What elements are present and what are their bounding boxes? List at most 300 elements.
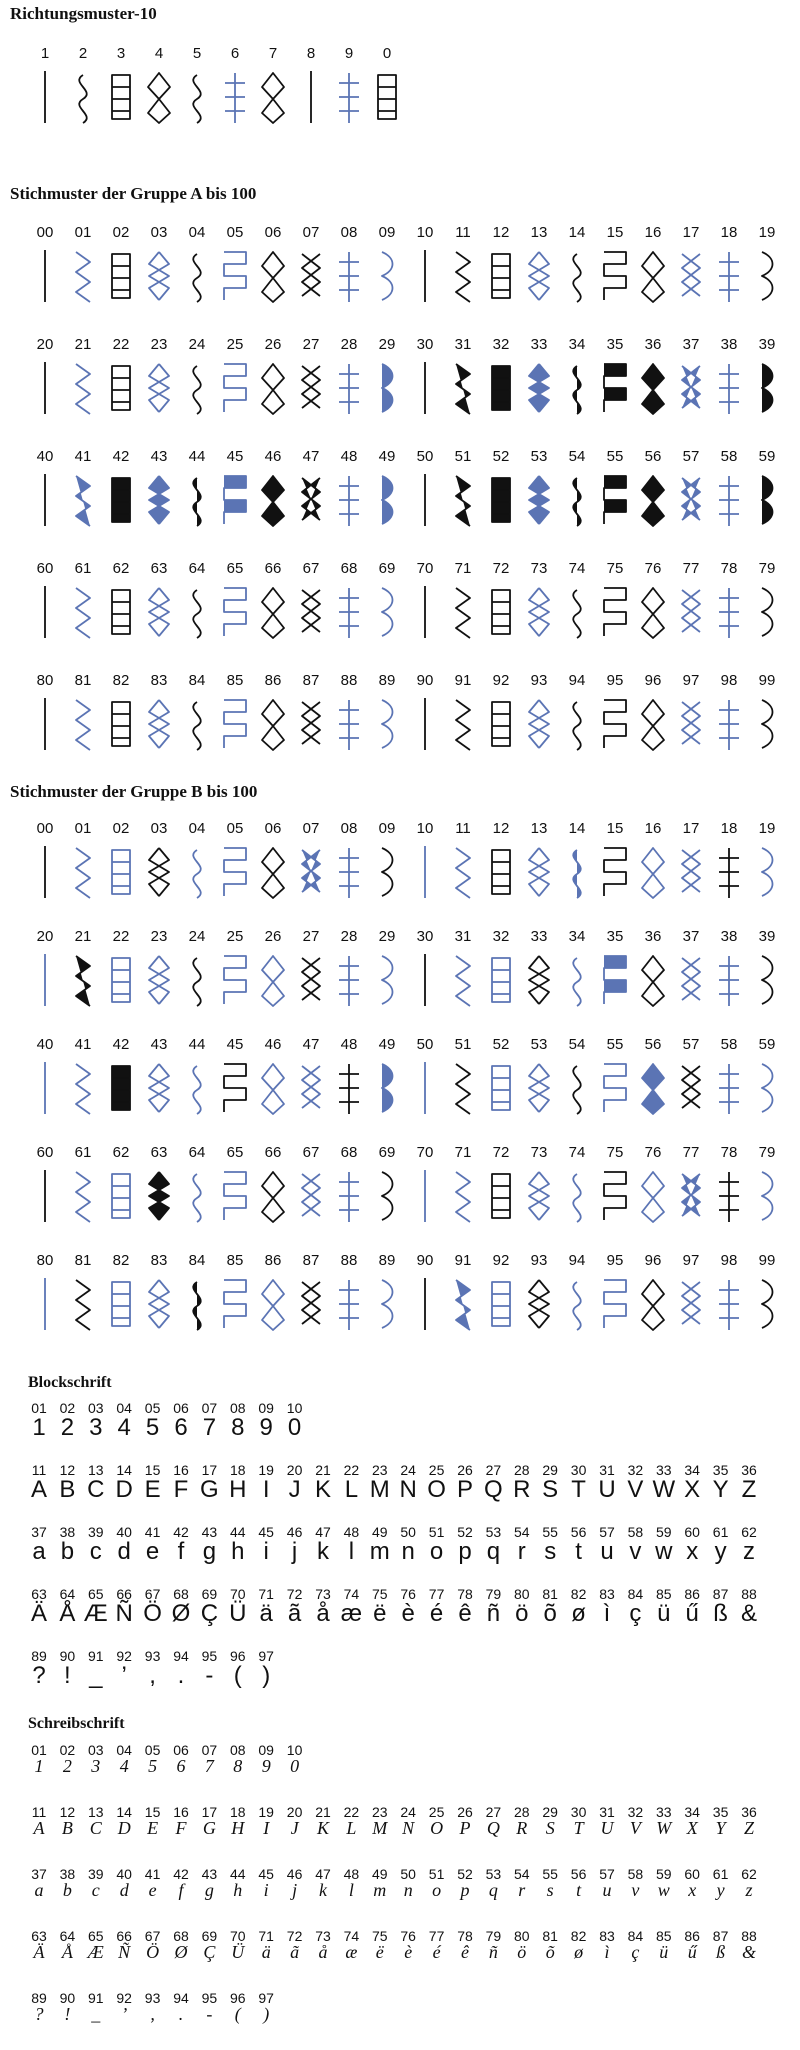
stitch-number: 00 xyxy=(36,820,54,837)
stitch-path xyxy=(76,252,90,302)
char-number: 72 xyxy=(286,1928,303,1944)
stitch-path xyxy=(492,366,510,410)
stitch-number: 41 xyxy=(74,1036,92,1053)
stitch-path xyxy=(682,366,700,408)
stitch-path xyxy=(529,1064,549,1112)
stitch-glyph-icon xyxy=(672,360,710,416)
stitch-number: 76 xyxy=(644,1144,662,1161)
char-number: 25 xyxy=(428,1804,445,1820)
char-number: 77 xyxy=(428,1586,445,1602)
stitch-cell xyxy=(406,1252,444,1332)
stitch-glyph-icon xyxy=(748,696,786,752)
stitch-number: 25 xyxy=(226,336,244,353)
char-glyph: F xyxy=(173,1476,189,1503)
char-number: 75 xyxy=(372,1586,388,1602)
stitch-cell xyxy=(406,224,444,304)
stitch-number: 51 xyxy=(454,448,472,465)
stitch-cell xyxy=(634,448,672,528)
char-number: 41 xyxy=(144,1866,161,1882)
stitch-path xyxy=(378,75,396,119)
stitch-cell xyxy=(292,672,330,752)
stitch-cell xyxy=(330,448,368,528)
char-glyph: 4 xyxy=(119,1756,129,1776)
stitch-path xyxy=(762,956,773,1004)
stitch-glyph-icon xyxy=(558,584,596,640)
stitch-glyph-icon xyxy=(140,1168,178,1224)
char-number: 43 xyxy=(201,1866,218,1882)
stitch-path xyxy=(193,254,201,302)
direction-number: 3 xyxy=(116,45,126,62)
stitch-cell xyxy=(596,928,634,1008)
stitch-number: 56 xyxy=(644,1036,662,1053)
stitch-cell xyxy=(216,1144,254,1224)
stitch-number: 45 xyxy=(226,1036,244,1053)
stitch-number: 72 xyxy=(492,560,510,577)
char-glyph: ì xyxy=(604,1942,610,1962)
stitch-path xyxy=(573,590,581,638)
char-number: 11 xyxy=(31,1462,47,1478)
char-number: 52 xyxy=(457,1866,473,1882)
char-glyph: ! xyxy=(64,1662,71,1689)
stitch-glyph-icon xyxy=(482,584,520,640)
stitch-number: 41 xyxy=(74,448,92,465)
char-glyph: L xyxy=(346,1818,357,1838)
direction-number: 1 xyxy=(40,45,50,62)
stitch-glyph-icon xyxy=(596,248,634,304)
stitch-glyph-icon xyxy=(330,844,368,900)
char-number: 19 xyxy=(258,1804,274,1820)
stitch-cell xyxy=(368,928,406,1008)
stitch-path xyxy=(529,252,549,300)
stitch-number: 31 xyxy=(454,928,472,945)
stitch-cell xyxy=(292,448,330,528)
char-glyph: R xyxy=(516,1818,528,1838)
char-glyph: l xyxy=(348,1880,354,1900)
stitch-glyph-icon xyxy=(558,844,596,900)
char-number: 71 xyxy=(258,1928,274,1944)
char-number: 57 xyxy=(599,1524,615,1540)
stitch-cell xyxy=(26,560,64,640)
char-glyph: ( xyxy=(233,1662,242,1689)
char-glyph: 6 xyxy=(176,1756,186,1776)
char-glyph: Z xyxy=(741,1476,757,1503)
stitch-path xyxy=(762,1280,773,1328)
char-glyph: ß xyxy=(716,1942,726,1962)
char-number: 39 xyxy=(88,1866,104,1882)
char-glyph: B xyxy=(61,1818,73,1838)
char-number: 05 xyxy=(144,1400,161,1416)
stitch-path xyxy=(642,700,664,750)
stitch-path xyxy=(224,848,246,896)
char-glyph: W xyxy=(652,1476,676,1503)
stitch-cell xyxy=(748,448,786,528)
stitch-glyph-icon xyxy=(26,1276,64,1332)
char-number: 65 xyxy=(88,1586,104,1602)
stitch-path xyxy=(719,252,739,302)
stitch-glyph-icon xyxy=(596,360,634,416)
stitch-path xyxy=(224,700,246,748)
stitch-cell xyxy=(102,1144,140,1224)
stitch-glyph-icon xyxy=(26,844,64,900)
stitch-glyph-icon xyxy=(520,360,558,416)
char-glyph: Ñ xyxy=(115,1600,133,1627)
char-glyph: Æ xyxy=(83,1600,108,1627)
stitch-number: 59 xyxy=(758,448,776,465)
stitch-cell xyxy=(102,672,140,752)
stitch-path xyxy=(193,478,201,526)
char-number: 83 xyxy=(599,1586,615,1602)
char-glyph: J xyxy=(288,1476,301,1503)
stitch-path xyxy=(149,848,169,896)
char-glyph: ç xyxy=(631,1942,640,1962)
char-glyph: b xyxy=(60,1538,75,1565)
stitch-path xyxy=(719,588,739,638)
stitch-path xyxy=(149,588,169,636)
stitch-cell xyxy=(558,928,596,1008)
stitch-cell xyxy=(634,928,672,1008)
stitch-cell xyxy=(748,1144,786,1224)
char-glyph: H xyxy=(229,1476,247,1503)
stitch-cell xyxy=(64,560,102,640)
stitch-glyph-icon xyxy=(748,584,786,640)
char-glyph: Q xyxy=(486,1818,500,1838)
char-number: 89 xyxy=(31,1990,47,2006)
stitch-glyph-icon xyxy=(330,360,368,416)
stitch-cell xyxy=(140,1144,178,1224)
stitch-cell xyxy=(330,1144,368,1224)
char-number: 52 xyxy=(457,1524,473,1540)
stitch-number: 89 xyxy=(378,1252,396,1269)
stitch-path xyxy=(193,702,201,750)
stitch-glyph-icon xyxy=(406,472,444,528)
stitch-path xyxy=(382,252,393,300)
stitch-glyph-icon xyxy=(64,584,102,640)
char-glyph: F xyxy=(175,1818,187,1838)
char-number: 01 xyxy=(31,1742,47,1758)
stitch-number: 23 xyxy=(150,928,168,945)
stitch-path xyxy=(302,850,320,892)
stitch-cell xyxy=(482,672,520,752)
stitch-number: 06 xyxy=(264,820,282,837)
char-glyph: Ø xyxy=(174,1942,188,1962)
stitch-number: 95 xyxy=(606,1252,624,1269)
direction-number: 6 xyxy=(230,45,240,62)
stitch-cell xyxy=(444,1252,482,1332)
stitch-cell xyxy=(444,928,482,1008)
stitch-number: 82 xyxy=(112,1252,130,1269)
stitch-cell xyxy=(444,1144,482,1224)
char-glyph: é xyxy=(432,1942,441,1962)
stitch-path xyxy=(456,848,470,898)
char-number: 96 xyxy=(230,1990,246,2006)
stitch-number: 59 xyxy=(758,1036,776,1053)
char-number: 85 xyxy=(656,1928,672,1944)
stitch-cell xyxy=(482,1252,520,1332)
char-glyph: a xyxy=(34,1880,44,1900)
char-glyph: W xyxy=(656,1818,672,1838)
stitch-glyph-icon xyxy=(482,1060,520,1116)
char-number: 56 xyxy=(570,1866,587,1882)
char-glyph: q xyxy=(488,1880,498,1900)
stitch-path xyxy=(573,366,581,414)
stitch-glyph-icon xyxy=(710,248,748,304)
stitch-glyph-icon xyxy=(672,584,710,640)
stitch-path xyxy=(456,1172,470,1222)
stitch-cell xyxy=(406,560,444,640)
stitch-cell xyxy=(520,672,558,752)
char-number: 16 xyxy=(173,1462,189,1478)
stitch-cell xyxy=(558,560,596,640)
stitch-path xyxy=(719,1280,739,1330)
stitch-number: 10 xyxy=(416,224,434,241)
stitch-number: 81 xyxy=(74,1252,92,1269)
stitch-glyph-icon xyxy=(558,1276,596,1332)
stitch-cell xyxy=(748,1036,786,1116)
char-glyph: & xyxy=(741,1942,756,1962)
stitch-glyph-icon xyxy=(140,952,178,1008)
direction-number: 7 xyxy=(268,45,278,62)
stitch-path xyxy=(682,254,700,296)
stitch-glyph-icon xyxy=(748,844,786,900)
char-number: 43 xyxy=(201,1524,218,1540)
stitch-number: 08 xyxy=(340,820,358,837)
char-number: 41 xyxy=(144,1524,161,1540)
char-number: 32 xyxy=(627,1462,644,1478)
char-glyph: Z xyxy=(743,1818,754,1838)
char-glyph: 3 xyxy=(89,1414,103,1441)
stitch-glyph-icon xyxy=(596,1168,634,1224)
char-glyph: ( xyxy=(234,2004,241,2024)
stitch-cell xyxy=(64,1036,102,1116)
stitch-number: 05 xyxy=(226,820,244,837)
char-number: 42 xyxy=(173,1866,189,1882)
stitch-glyph-icon xyxy=(748,1276,786,1332)
char-glyph: g xyxy=(204,1880,214,1900)
stitch-glyph-icon xyxy=(368,952,406,1008)
char-number: 15 xyxy=(144,1462,161,1478)
stitch-path xyxy=(682,702,700,744)
stitch-glyph-icon xyxy=(596,844,634,900)
stitch-path xyxy=(382,1172,393,1220)
stitch-number: 14 xyxy=(568,224,586,241)
stitch-glyph-icon xyxy=(102,1060,140,1116)
stitch-glyph-icon xyxy=(368,696,406,752)
stitch-number: 71 xyxy=(454,560,472,577)
stitch-glyph-icon xyxy=(710,844,748,900)
stitch-glyph-icon xyxy=(672,248,710,304)
char-number: 71 xyxy=(258,1586,274,1602)
stitch-glyph-icon xyxy=(748,472,786,528)
char-glyph: Ö xyxy=(146,1942,160,1962)
stitch-cell xyxy=(254,224,292,304)
char-number: 81 xyxy=(542,1586,558,1602)
stitch-glyph-icon xyxy=(216,360,254,416)
stitch-glyph-icon xyxy=(368,248,406,304)
stitch-path xyxy=(529,476,549,524)
char-number: 55 xyxy=(542,1524,558,1540)
stitch-glyph-icon xyxy=(102,472,140,528)
stitch-cell xyxy=(406,672,444,752)
direction-glyph-icon xyxy=(140,69,178,125)
stitch-number: 36 xyxy=(644,336,662,353)
char-glyph: . xyxy=(178,2004,184,2024)
char-number: 48 xyxy=(343,1866,360,1882)
stitch-path xyxy=(262,848,284,898)
char-glyph: ! xyxy=(64,2004,71,2024)
stitch-number: 55 xyxy=(606,448,624,465)
stitch-glyph-icon xyxy=(558,952,596,1008)
char-number: 88 xyxy=(741,1586,757,1602)
stitch-glyph-icon xyxy=(140,584,178,640)
stitch-glyph-icon xyxy=(710,696,748,752)
stitch-cell xyxy=(406,1036,444,1116)
char-glyph: S xyxy=(545,1818,555,1838)
stitch-number: 96 xyxy=(644,672,662,689)
char-glyph: w xyxy=(655,1538,673,1565)
stitch-path xyxy=(76,1064,90,1114)
stitch-path xyxy=(573,702,581,750)
title-gruppe-a: Stichmuster der Gruppe A bis 100 xyxy=(10,184,257,203)
stitch-cell xyxy=(178,448,216,528)
stitch-number: 80 xyxy=(36,1252,54,1269)
stitch-glyph-icon xyxy=(672,1060,710,1116)
char-glyph: H xyxy=(231,1818,245,1838)
stitch-cell xyxy=(26,928,64,1008)
stitch-cell xyxy=(672,1252,710,1332)
char-number: 91 xyxy=(88,1990,104,2006)
char-number: 45 xyxy=(258,1524,274,1540)
char-glyph: ’ xyxy=(121,1662,127,1689)
char-glyph: p xyxy=(460,1880,470,1900)
stitch-cell xyxy=(672,336,710,416)
char-number: 07 xyxy=(201,1742,218,1758)
stitch-cell xyxy=(634,336,672,416)
char-number: 38 xyxy=(59,1524,76,1540)
char-number: 83 xyxy=(599,1928,615,1944)
char-glyph: 9 xyxy=(261,1756,271,1776)
char-glyph: ä xyxy=(259,1600,273,1627)
stitch-glyph-icon xyxy=(596,1060,634,1116)
stitch-number: 37 xyxy=(682,336,700,353)
stitch-number: 97 xyxy=(682,1252,700,1269)
stitch-glyph-icon xyxy=(216,952,254,1008)
stitch-number: 49 xyxy=(378,1036,396,1053)
stitch-path xyxy=(456,588,470,638)
stitch-glyph-icon xyxy=(634,696,672,752)
char-glyph: S xyxy=(542,1476,559,1503)
char-number: 26 xyxy=(457,1804,473,1820)
stitch-glyph-icon xyxy=(406,248,444,304)
char-number: 30 xyxy=(570,1804,587,1820)
stitch-cell xyxy=(216,928,254,1008)
stitch-glyph-icon xyxy=(178,584,216,640)
stitch-path xyxy=(224,476,246,524)
char-number: 63 xyxy=(31,1928,47,1944)
title-gruppe-b: Stichmuster der Gruppe B bis 100 xyxy=(10,782,258,801)
stitch-glyph-icon xyxy=(140,1276,178,1332)
stitch-number: 31 xyxy=(454,336,472,353)
char-glyph: è xyxy=(404,1942,413,1962)
stitch-number: 18 xyxy=(720,820,738,837)
stitch-glyph-icon xyxy=(330,1168,368,1224)
char-number: 51 xyxy=(428,1524,445,1540)
stitch-number: 37 xyxy=(682,928,700,945)
stitch-glyph-icon xyxy=(634,248,672,304)
char-glyph: 8 xyxy=(233,1756,243,1776)
stitch-path xyxy=(719,1064,739,1114)
char-number: 87 xyxy=(712,1928,729,1944)
char-number: 37 xyxy=(31,1524,47,1540)
stitch-cell xyxy=(406,1144,444,1224)
stitch-path xyxy=(224,252,246,300)
stitch-cell xyxy=(178,1144,216,1224)
char-number: 32 xyxy=(627,1804,644,1820)
stitch-path xyxy=(262,700,284,750)
char-glyph: Ä xyxy=(33,1942,45,1962)
stitch-cell xyxy=(710,928,748,1008)
direction-number: 2 xyxy=(78,45,88,62)
char-glyph: r xyxy=(518,1880,526,1900)
stitch-path xyxy=(224,1280,246,1328)
char-glyph: r xyxy=(517,1538,526,1565)
char-glyph: Ü xyxy=(231,1942,245,1962)
stitch-number: 69 xyxy=(378,1144,396,1161)
char-number: 40 xyxy=(116,1866,132,1882)
stitch-glyph-icon xyxy=(178,248,216,304)
char-number: 10 xyxy=(286,1742,303,1758)
char-glyph: E xyxy=(147,1818,159,1838)
stitch-path xyxy=(339,956,359,1006)
stitch-number: 84 xyxy=(188,1252,206,1269)
char-glyph: å xyxy=(316,1600,330,1627)
stitch-number: 98 xyxy=(720,1252,738,1269)
char-glyph: & xyxy=(740,1600,757,1627)
stitch-number: 22 xyxy=(112,336,130,353)
stitch-number: 73 xyxy=(530,560,548,577)
char-number: 30 xyxy=(570,1462,587,1478)
char-number: 11 xyxy=(31,1804,47,1820)
char-number: 78 xyxy=(457,1586,473,1602)
stitch-glyph-icon xyxy=(520,952,558,1008)
stitch-glyph-icon xyxy=(406,584,444,640)
stitch-glyph-icon xyxy=(672,952,710,1008)
stitch-cell xyxy=(26,1144,64,1224)
stitch-cell xyxy=(596,448,634,528)
stitch-cell xyxy=(292,820,330,900)
stitch-cell xyxy=(254,1036,292,1116)
char-glyph: 2 xyxy=(62,1756,72,1776)
stitch-path xyxy=(339,73,359,123)
stitch-path xyxy=(262,364,284,414)
stitch-path xyxy=(719,364,739,414)
stitch-cell xyxy=(406,448,444,528)
stitch-glyph-icon xyxy=(330,472,368,528)
stitch-glyph-icon xyxy=(292,584,330,640)
char-number: 79 xyxy=(485,1586,502,1602)
char-glyph: Ö xyxy=(143,1600,162,1627)
char-number: 66 xyxy=(116,1928,132,1944)
stitch-glyph-icon xyxy=(254,1060,292,1116)
stitch-path xyxy=(762,252,773,300)
char-glyph: m xyxy=(373,1880,387,1900)
stitch-cell xyxy=(520,928,558,1008)
stitch-path xyxy=(456,700,470,750)
stitch-glyph-icon xyxy=(482,844,520,900)
stitch-path xyxy=(719,700,739,750)
direction-glyph-icon xyxy=(102,69,140,125)
stitch-cell xyxy=(292,560,330,640)
char-number: 25 xyxy=(428,1462,445,1478)
